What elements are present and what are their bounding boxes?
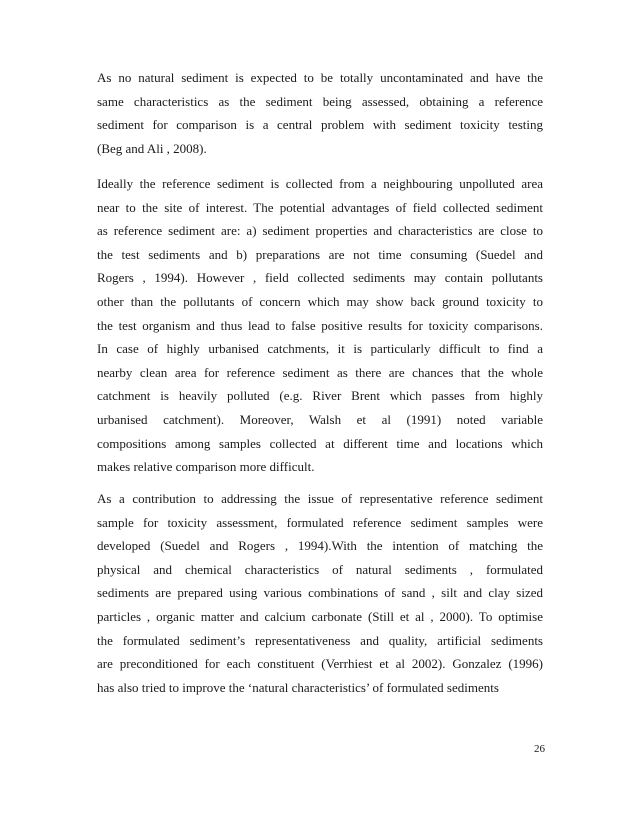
text-line: Ideally the reference sediment is collected from a neighbouring unpolluted area [97,176,543,191]
paragraph-2 [97,172,543,479]
paragraph-1 [97,66,543,160]
text-line: (Beg and Ali , 2008). [97,140,207,156]
text-line: As no natural sediment is expected to be totally uncontaminated and have the [97,70,543,85]
text-line: In case of highly urbanised catchments, it is particularly difficult to find a [97,341,543,357]
text-line: sample for toxicity assessment, formulated reference sediment samples were [97,514,543,530]
text-line: are preconditioned for each constituent (Verrhiest et al 2002). Gonzalez (1996) [97,656,543,672]
text-line: same characteristics as the sediment being assessed, obtaining a reference [97,93,543,109]
page-number: 26 [534,743,545,755]
text-line: sediment for comparison is a central problem with sediment toxicity testing [97,117,543,133]
text-line: near to the site of interest. The potential advantages of field collected sediment [97,199,543,215]
paragraph-3 [97,487,543,699]
text-line: has also tried to improve the ‘natural characteristics’ of formulated sediments [97,679,499,695]
text-line: particles , organic matter and calcium carbonate (Still et al , 2000). To optimise [97,608,543,624]
text-line: makes relative comparison more difficult. [97,459,315,475]
text-line: developed (Suedel and Rogers , 1994).With the intention of matching the [97,538,543,554]
text-line: physical and chemical characteristics of natural sediments , formulated [97,561,543,577]
text-line: compositions among samples collected at different time and locations which [97,435,543,451]
text-line: Rogers , 1994). However , field collected sediments may contain pollutants [97,270,543,286]
text-line: catchment is heavily polluted (e.g. River Brent which passes from highly [97,388,543,404]
text-line: urbanised catchment). Moreover, Walsh et al (1991) noted variable [97,411,543,427]
text-line: sediments are prepared using various combinations of sand , silt and clay sized [97,585,543,601]
text-line: As a contribution to addressing the issue of representative reference sediment [97,491,543,506]
text-line: as reference sediment are: a) sediment properties and characteristics are close to [97,223,543,239]
text-line: the test organism and thus lead to false positive results for toxicity comparisons. [97,317,543,333]
text-line: the test sediments and b) preparations are not time consuming (Suedel and [97,246,543,262]
text-line: other than the pollutants of concern which may show back ground toxicity to [97,293,543,309]
text-line: the formulated sediment’s representativeness and quality, artificial sediments [97,632,543,648]
text-line: nearby clean area for reference sediment as there are chances that the whole [97,364,543,380]
